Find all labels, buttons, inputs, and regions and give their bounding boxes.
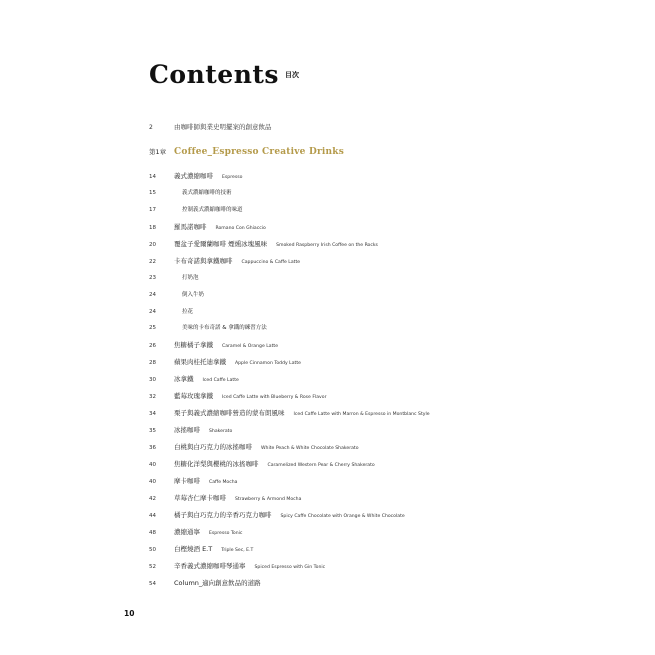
toc-title-zh: 覆盆子愛爾蘭咖啡 煙燻冰塊風味 <box>174 239 268 248</box>
toc-title-zh: 栗子與義式濃縮咖啡營造的蒙布朗風味 <box>174 409 285 418</box>
toc-page-number: 28 <box>149 360 156 367</box>
toc-entry <box>149 185 579 202</box>
toc-page-number: 15 <box>149 189 156 196</box>
toc-title-zh: 辛香義式濃縮咖啡琴通寧 <box>174 561 246 570</box>
toc-page-number: 40 <box>149 478 156 485</box>
toc-entry <box>149 304 579 321</box>
toc-page-number: 24 <box>149 291 156 298</box>
toc-entry <box>149 253 579 270</box>
toc-page-number: 20 <box>149 241 156 248</box>
toc-page-number: 32 <box>149 394 156 401</box>
toc-entry <box>149 439 579 456</box>
toc-entry <box>149 575 579 592</box>
toc-page-number: 25 <box>149 325 156 332</box>
toc-title-zh: 摩卡咖啡 <box>174 476 200 485</box>
toc-entry <box>149 558 579 575</box>
toc-page-number: 17 <box>149 206 156 213</box>
toc-page-number: 36 <box>149 445 156 451</box>
toc-title-en: Iced Caffe Latte <box>202 378 239 384</box>
toc-entry <box>149 524 579 541</box>
chapter-label: 第1章 <box>149 148 167 156</box>
toc-entry <box>149 219 579 236</box>
toc-title-zh: 義式濃縮咖啡 <box>174 172 213 180</box>
toc-title-zh: 拉花 <box>182 308 194 315</box>
toc-entry <box>149 507 579 524</box>
toc-title-en: White Peach & White Chocolate Shakerato <box>261 446 359 451</box>
toc-page-number: 35 <box>149 428 156 435</box>
intro-text: 由咖啡師與業史明擺案的創意飲品 <box>174 123 272 131</box>
toc-title-zh: 白樫燒酒 E.T <box>174 544 213 553</box>
toc-page-number: 23 <box>149 274 156 281</box>
chapter-title: Coffee_Espresso Creative Drinks <box>174 147 344 157</box>
toc-title-en: Spicy Caffe Chocolate with Orange & White Chocolate <box>280 513 405 519</box>
toc-title-en: Romano Con Ghiaccio <box>215 225 266 231</box>
toc-list <box>149 168 579 591</box>
toc-entry <box>149 320 579 337</box>
toc-entry <box>149 473 579 490</box>
toc-title-zh: 濃縮通寧 <box>174 527 200 536</box>
chapter-heading <box>149 147 344 157</box>
toc-page-number: 52 <box>149 563 156 570</box>
toc-title-en: Caramelized Western Pear & Cherry Shakerato <box>267 462 375 468</box>
toc-title-zh: 羅馬諾咖啡 <box>174 222 207 231</box>
toc-title-zh: 美味的卡布奇諾 & 拿鐵的練習方法 <box>182 325 267 332</box>
toc-page-number: 26 <box>149 343 156 350</box>
toc-title-en: Espresso <box>222 175 243 180</box>
toc-title-zh: 蘋果肉桂托迪拿鐵 <box>174 358 226 367</box>
toc-title-zh: 打奶泡 <box>182 274 199 281</box>
toc-title-en: Spiced Espresso with Gin Tonic <box>254 564 326 570</box>
toc-entry <box>149 287 579 304</box>
toc-page-number: 42 <box>149 495 156 502</box>
toc-title-en: Shakerato <box>209 429 233 435</box>
toc-title-en: Iced Caffe Latte with Marron & Espresso in Montblanc Style <box>293 412 430 418</box>
toc-entry <box>149 270 579 287</box>
toc-title-en: Strawberry & Armond Mocha <box>235 496 302 502</box>
toc-title-en: Apple Cinnamon Toddy Latte <box>235 361 301 367</box>
toc-title-en: Espresso Tonic <box>209 530 243 536</box>
toc-page-number: 54 <box>149 580 156 587</box>
toc-entry <box>149 354 579 371</box>
toc-title-zh: 白桃與白巧克力的冰搖咖啡 <box>174 443 252 451</box>
toc-entry <box>149 405 579 422</box>
toc-page-number: 44 <box>149 512 156 519</box>
toc-entry <box>149 456 579 473</box>
toc-title-zh: 義式濃縮咖啡的技術 <box>182 189 232 196</box>
toc-entry <box>149 371 579 388</box>
toc-entry <box>149 388 579 405</box>
toc-title-zh: 焦糖橘子拿鐵 <box>174 341 213 350</box>
toc-entry <box>149 236 579 253</box>
toc-title-zh: 藍莓玫瑰拿鐵 <box>174 392 213 401</box>
toc-title-zh: Column_適向創意飲品的道路 <box>174 578 261 587</box>
toc-title-zh: 控制義式濃縮咖啡的味道 <box>182 206 243 213</box>
toc-page-number: 30 <box>149 377 156 384</box>
intro-page-number: 2 <box>149 124 153 131</box>
toc-entry <box>149 202 579 219</box>
contents-header <box>149 60 299 94</box>
toc-title-zh: 倒入牛奶 <box>182 291 205 298</box>
toc-page-number: 48 <box>149 529 156 536</box>
toc-title-zh: 冰搖咖啡 <box>174 426 200 435</box>
toc-title-zh: 卡布奇諾與拿鐵咖啡 <box>174 256 233 265</box>
toc-title-zh: 冰拿鐵 <box>174 375 194 384</box>
toc-title-zh: 橘子與白巧克力的辛香巧克力咖啡 <box>174 510 272 519</box>
toc-title-en: Cappuccino & Caffe Latte <box>241 259 301 265</box>
toc-entry <box>149 422 579 439</box>
toc-page-number: 34 <box>149 411 156 418</box>
page-number: 10 <box>124 609 135 618</box>
page-title: Contents <box>149 60 280 89</box>
toc-title-zh: 焦糖化洋梨與櫻桃的冰搖咖啡 <box>174 459 259 468</box>
toc-title-en: Triple Sec, E.T <box>221 547 254 553</box>
toc-page-number: 24 <box>149 308 156 315</box>
toc-entry <box>149 490 579 507</box>
toc-page-number: 14 <box>149 174 156 180</box>
toc-title-en: Iced Caffe Latte with Blueberry & Rose Flavor <box>222 395 327 401</box>
toc-title-en: Caramel & Orange Latte <box>222 344 279 350</box>
toc-entry <box>149 337 579 354</box>
toc-title-en: Smoked Raspberry Irish Coffee on the Rocks <box>276 242 378 248</box>
toc-entry <box>149 168 579 185</box>
toc-title-en: Caffe Mocha <box>209 479 238 485</box>
toc-entry <box>149 541 579 558</box>
toc-page-number: 50 <box>149 546 156 553</box>
toc-page-number: 18 <box>149 224 156 231</box>
toc-page-number: 22 <box>149 258 156 265</box>
toc-page-number: 40 <box>149 461 156 468</box>
intro-entry <box>149 122 272 131</box>
page-subtitle: 目次 <box>285 71 300 79</box>
toc-title-zh: 草莓杏仁摩卡咖啡 <box>174 493 226 502</box>
